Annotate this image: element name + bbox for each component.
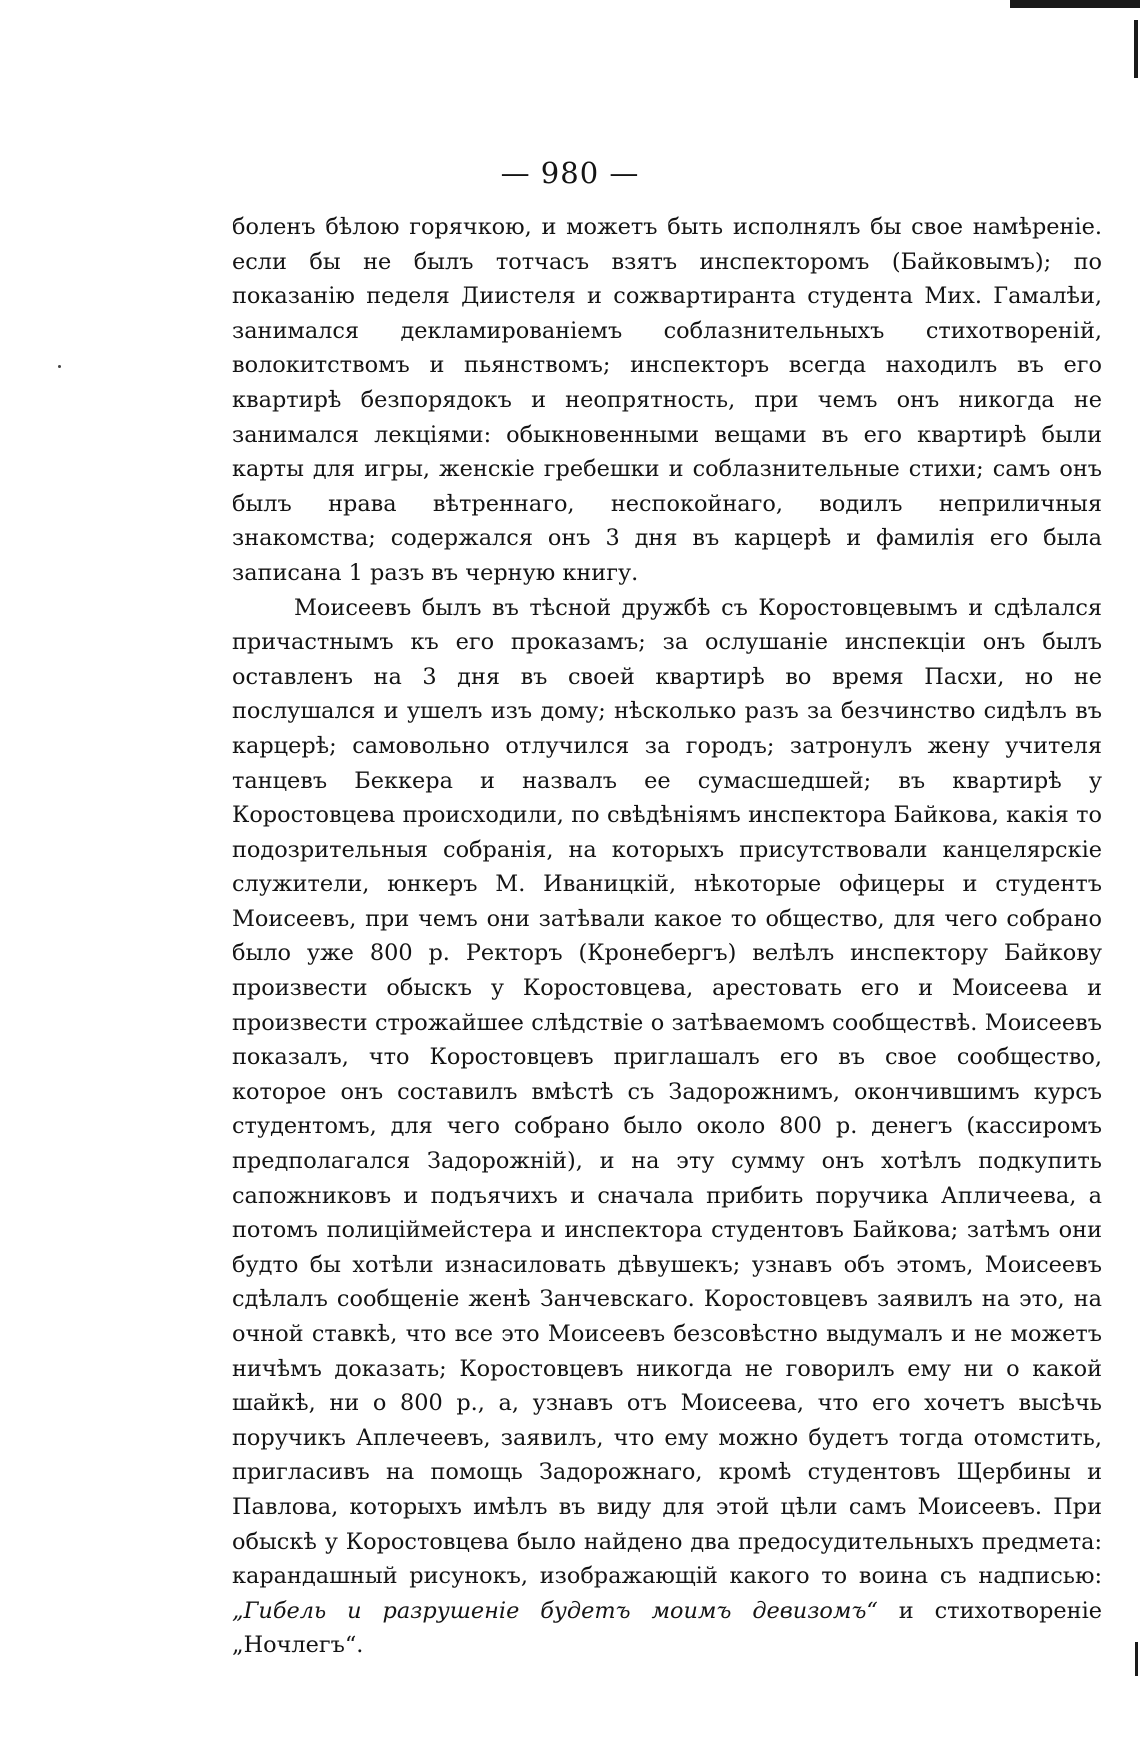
paragraph-text: Моисеевъ былъ въ тѣсной дружбѣ съ Коростовцевымъ и сдѣлался причастнымъ къ его проказамъ; за ослушаніе инспекціи онъ былъ оставленъ на 3 дня въ своей квартирѣ во время Пасхи, но не послушался и ушелъ изъ дому; нѣсколько разъ за безчинство сидѣлъ въ карцерѣ; самовольно отлучился за городъ; затронулъ жену учителя танцевъ Беккера и назвалъ ее сумасшедшей; въ квартирѣ у Коростовцева происходили, по свѣдѣніямъ инспектора Байкова, какія то подозрительныя собранія, на которыхъ присутствовали канцелярскіе служители, юнкеръ М. Иваницкій, нѣкоторые офицеры и студентъ Моисеевъ, при чемъ они затѣвали какое то общество, для чего собрано было уже 800 р. Ректоръ (Кронебергъ) велѣлъ инспектору Байкову произвести обыскъ у Коростовцева, арестовать его и Моисеева и произвести строжайшее слѣдствіе о затѣваемомъ сообществѣ. Моисеевъ показалъ, что Коростовцевъ приглашалъ его въ свое сообщество, которое онъ составилъ вмѣстѣ съ Задорожнимъ, окончившимъ курсъ студентомъ, для чего собрано было около 800 р. денегъ (кассиромъ предполагался Задорожній), и на эту сумму онъ хотѣлъ подкупить сапожниковъ и подъячихъ и сначала прибить поручика Апличеева, а потомъ полиціймейстера и инспектора студентовъ Байкова; затѣмъ они будто бы хотѣли изнасиловать дѣвушекъ; узнавъ объ этомъ, Моисеевъ сдѣлалъ сообщеніе женѣ Занчевскаго. Коростовцевъ заявилъ на это, на очной ставкѣ, что все это Моисеевъ безсовѣстно выдумалъ и не можетъ ничѣмъ доказать; Коростовцевъ никогда не говорилъ ему ни о какой шайкѣ, ни о 800 р., а, узнавъ отъ Моисеева, что его хочетъ высѣчь поручикъ Аплечеевъ, заявилъ, что ему можно будетъ тогда отомстить, пригласивъ на помощь Задорожнаго, кромѣ студентовъ Щербины и Павлова, которыхъ имѣлъ въ виду для этой цѣли самъ Моисеевъ. При обыскѣ у Коростовцева было найдено два предосудительныхъ предмета: карандашный рисунокъ, изображающій какого то воина съ надписью: <box>232 594 1102 1590</box>
scan-edge-mark <box>1010 0 1140 8</box>
scan-edge-mark <box>1134 20 1138 78</box>
document-body <box>232 210 1102 1663</box>
paragraph <box>232 591 1102 1663</box>
italic-quote: „Гибель и разрушеніе будетъ моимъ девизомъ“ <box>232 1597 878 1624</box>
scan-speck <box>58 365 61 368</box>
scan-edge-mark <box>1135 1642 1138 1676</box>
page-number: — 980 — <box>500 156 640 190</box>
closing-text: и стихотвореніе „Ночлегъ“. <box>232 1597 1102 1659</box>
paragraph: боленъ бѣлою горячкою, и можетъ быть исполнялъ бы свое намѣреніе. если бы не былъ тотчасъ взятъ инспекторомъ (Байковымъ); по показанію педеля Диистеля и сожвартиранта студента Мих. Гамалѣи, занимался декламированіемъ соблазнительныхъ стихотвореній, волокитствомъ и пьянствомъ; инспекторъ всегда находилъ въ его квартирѣ безпорядокъ и неопрятность, при чемъ онъ никогда не занимался лекціями: обыкновенными вещами въ его квартирѣ были карты для игры, женскіе гребешки и соблазнительные стихи; самъ онъ былъ нрава вѣтреннаго, неспокойнаго, водилъ неприличныя знакомства; содержался онъ 3 дня въ карцерѣ и фамилія его была записана 1 разъ въ черную книгу. <box>232 214 1102 586</box>
